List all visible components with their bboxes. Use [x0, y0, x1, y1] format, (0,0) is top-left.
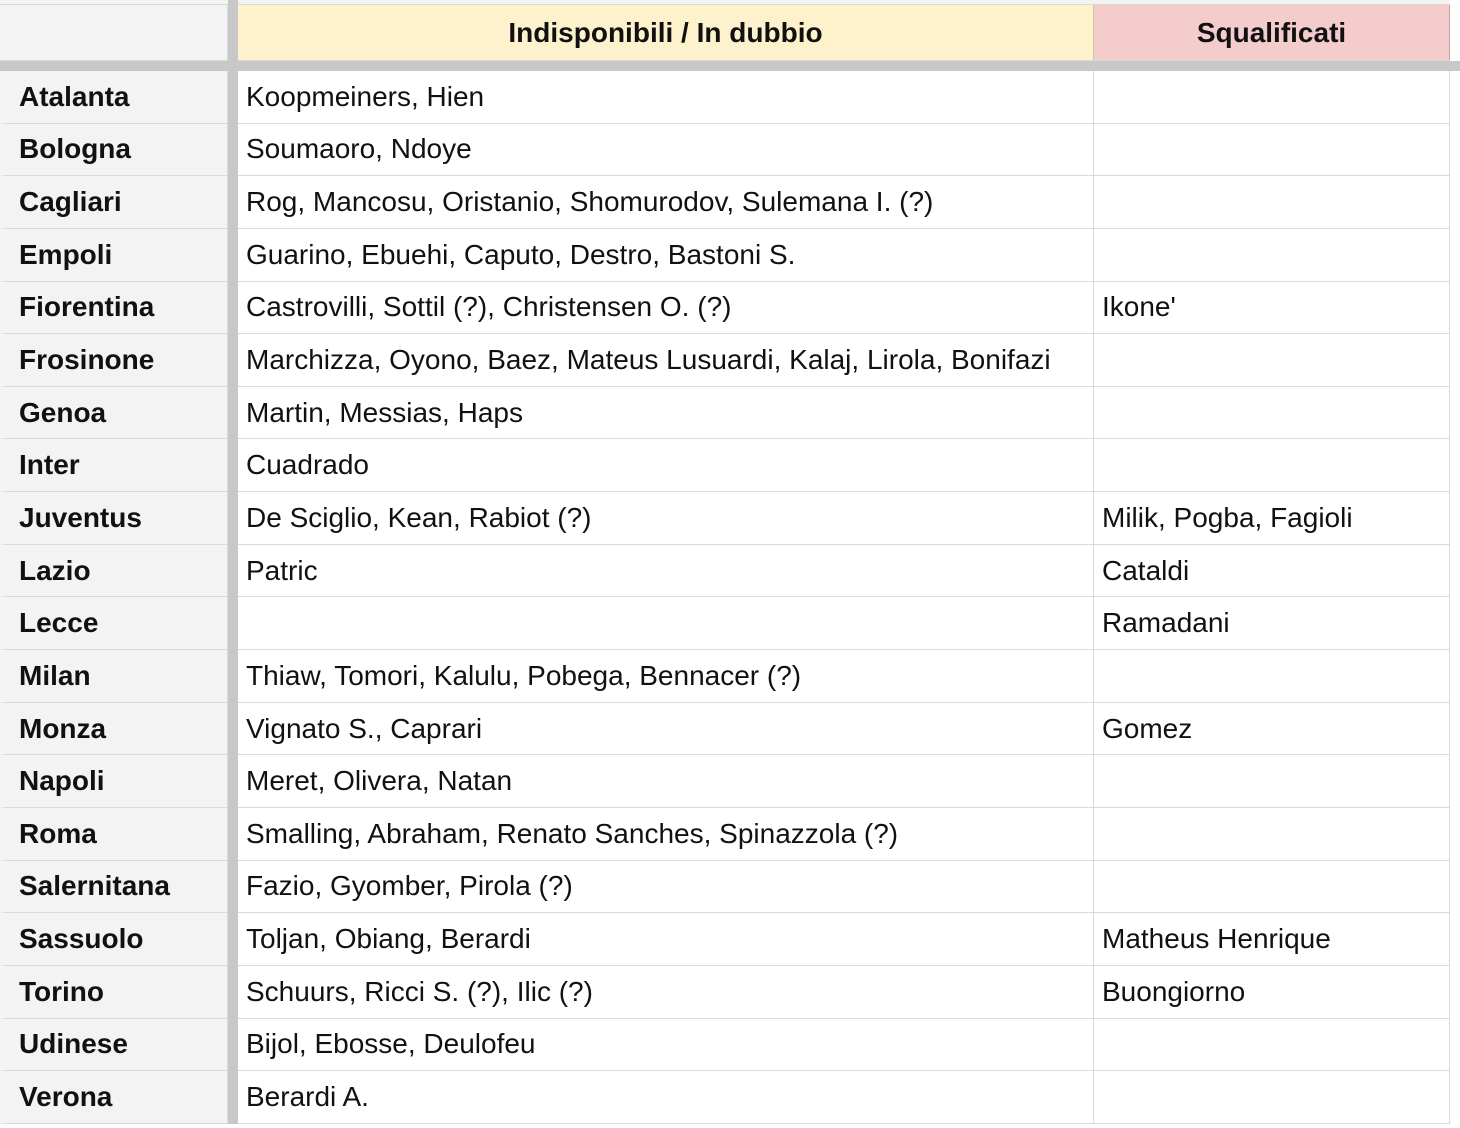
- frozen-row-divider[interactable]: [238, 61, 1094, 71]
- frozen-column-divider[interactable]: [228, 124, 238, 177]
- unavailable-players-cell[interactable]: Fazio, Gyomber, Pirola (?): [238, 861, 1094, 914]
- team-name-cell[interactable]: Juventus: [0, 492, 228, 545]
- unavailable-players-cell[interactable]: Patric: [238, 545, 1094, 598]
- right-edge: [1450, 1071, 1460, 1124]
- frozen-column-divider[interactable]: [228, 913, 238, 966]
- unavailable-players-cell[interactable]: Guarino, Ebuehi, Caputo, Destro, Bastoni S.: [238, 229, 1094, 282]
- suspended-players-cell[interactable]: [1094, 387, 1450, 440]
- team-name-cell[interactable]: Torino: [0, 966, 228, 1019]
- right-edge: [1450, 71, 1460, 124]
- team-name-cell[interactable]: Sassuolo: [0, 913, 228, 966]
- frozen-column-divider[interactable]: [228, 71, 238, 124]
- unavailable-players-cell[interactable]: Vignato S., Caprari: [238, 703, 1094, 756]
- unavailable-players-cell[interactable]: Marchizza, Oyono, Baez, Mateus Lusuardi, Kalaj, Lirola, Bonifazi: [238, 334, 1094, 387]
- frozen-column-divider[interactable]: [228, 808, 238, 861]
- frozen-column-divider[interactable]: [228, 703, 238, 756]
- right-edge: [1450, 334, 1460, 387]
- frozen-column-divider[interactable]: [228, 597, 238, 650]
- unavailable-players-cell[interactable]: De Sciglio, Kean, Rabiot (?): [238, 492, 1094, 545]
- unavailable-players-cell[interactable]: Koopmeiners, Hien: [238, 71, 1094, 124]
- team-name-cell[interactable]: Frosinone: [0, 334, 228, 387]
- unavailable-players-cell[interactable]: Rog, Mancosu, Oristanio, Shomurodov, Sulemana I. (?): [238, 176, 1094, 229]
- team-name-cell[interactable]: Empoli: [0, 229, 228, 282]
- team-name-cell[interactable]: Udinese: [0, 1019, 228, 1072]
- unavailable-players-cell[interactable]: Smalling, Abraham, Renato Sanches, Spinazzola (?): [238, 808, 1094, 861]
- frozen-column-divider[interactable]: [228, 861, 238, 914]
- frozen-column-divider[interactable]: [228, 439, 238, 492]
- frozen-column-divider[interactable]: [228, 650, 238, 703]
- team-name-cell[interactable]: Bologna: [0, 124, 228, 177]
- frozen-column-divider[interactable]: [228, 545, 238, 598]
- frozen-column-divider[interactable]: [228, 1071, 238, 1124]
- team-name-cell[interactable]: Fiorentina: [0, 282, 228, 335]
- team-name-cell[interactable]: Genoa: [0, 387, 228, 440]
- suspended-players-cell[interactable]: [1094, 124, 1450, 177]
- unavailable-players-cell[interactable]: [238, 597, 1094, 650]
- frozen-row-divider[interactable]: [1450, 61, 1460, 71]
- suspended-players-cell[interactable]: [1094, 755, 1450, 808]
- suspended-players-cell[interactable]: Gomez: [1094, 703, 1450, 756]
- suspended-players-cell[interactable]: Buongiorno: [1094, 966, 1450, 1019]
- header-cell-unavailable[interactable]: Indisponibili / In dubbio: [238, 5, 1094, 61]
- right-edge: [1450, 808, 1460, 861]
- suspended-players-cell[interactable]: Milik, Pogba, Fagioli: [1094, 492, 1450, 545]
- right-edge: [1450, 597, 1460, 650]
- team-name-cell[interactable]: Monza: [0, 703, 228, 756]
- team-name-cell[interactable]: Inter: [0, 439, 228, 492]
- frozen-row-divider[interactable]: [0, 61, 228, 71]
- suspended-players-cell[interactable]: [1094, 1071, 1450, 1124]
- right-edge: [1450, 5, 1460, 61]
- suspended-players-cell[interactable]: [1094, 229, 1450, 282]
- right-edge: [1450, 439, 1460, 492]
- suspended-players-cell[interactable]: [1094, 650, 1450, 703]
- unavailable-players-cell[interactable]: Schuurs, Ricci S. (?), Ilic (?): [238, 966, 1094, 1019]
- unavailable-players-cell[interactable]: Cuadrado: [238, 439, 1094, 492]
- team-name-cell[interactable]: Lazio: [0, 545, 228, 598]
- suspended-players-cell[interactable]: [1094, 808, 1450, 861]
- suspended-players-cell[interactable]: Ramadani: [1094, 597, 1450, 650]
- suspended-players-cell[interactable]: [1094, 439, 1450, 492]
- frozen-column-divider[interactable]: [228, 229, 238, 282]
- team-name-cell[interactable]: Roma: [0, 808, 228, 861]
- unavailable-players-cell[interactable]: Meret, Olivera, Natan: [238, 755, 1094, 808]
- team-name-cell[interactable]: Milan: [0, 650, 228, 703]
- suspended-players-cell[interactable]: [1094, 1019, 1450, 1072]
- frozen-column-divider[interactable]: [228, 282, 238, 335]
- unavailable-players-cell[interactable]: Castrovilli, Sottil (?), Christensen O. (?): [238, 282, 1094, 335]
- team-name-cell[interactable]: Napoli: [0, 755, 228, 808]
- frozen-column-divider[interactable]: [228, 5, 238, 61]
- unavailable-players-cell[interactable]: Soumaoro, Ndoye: [238, 124, 1094, 177]
- right-edge: [1450, 387, 1460, 440]
- right-edge: [1450, 492, 1460, 545]
- right-edge: [1450, 861, 1460, 914]
- suspended-players-cell[interactable]: Ikone': [1094, 282, 1450, 335]
- unavailable-players-cell[interactable]: Thiaw, Tomori, Kalulu, Pobega, Bennacer (?): [238, 650, 1094, 703]
- right-edge: [1450, 124, 1460, 177]
- suspended-players-cell[interactable]: [1094, 71, 1450, 124]
- unavailable-players-cell[interactable]: Berardi A.: [238, 1071, 1094, 1124]
- right-edge: [1450, 703, 1460, 756]
- frozen-column-divider[interactable]: [228, 1019, 238, 1072]
- right-edge: [1450, 229, 1460, 282]
- right-edge: [1450, 650, 1460, 703]
- right-edge: [1450, 1019, 1460, 1072]
- right-edge: [1450, 755, 1460, 808]
- suspended-players-cell[interactable]: Matheus Henrique: [1094, 913, 1450, 966]
- frozen-column-divider[interactable]: [228, 176, 238, 229]
- team-name-cell[interactable]: Verona: [0, 1071, 228, 1124]
- right-edge: [1450, 913, 1460, 966]
- header-corner-cell[interactable]: [0, 5, 228, 61]
- frozen-row-divider[interactable]: [228, 61, 238, 71]
- frozen-row-divider[interactable]: [1094, 61, 1450, 71]
- frozen-column-divider[interactable]: [228, 387, 238, 440]
- right-edge: [1450, 282, 1460, 335]
- team-name-cell[interactable]: Atalanta: [0, 71, 228, 124]
- header-cell-suspended[interactable]: Squalificati: [1094, 5, 1450, 61]
- frozen-column-divider[interactable]: [228, 966, 238, 1019]
- right-edge: [1450, 545, 1460, 598]
- unavailable-players-cell[interactable]: Bijol, Ebosse, Deulofeu: [238, 1019, 1094, 1072]
- unavailable-players-cell[interactable]: Toljan, Obiang, Berardi: [238, 913, 1094, 966]
- team-name-cell[interactable]: Cagliari: [0, 176, 228, 229]
- frozen-column-divider[interactable]: [228, 755, 238, 808]
- suspended-players-cell[interactable]: [1094, 176, 1450, 229]
- right-edge: [1450, 176, 1460, 229]
- suspended-players-cell[interactable]: [1094, 334, 1450, 387]
- suspended-players-cell[interactable]: Cataldi: [1094, 545, 1450, 598]
- frozen-column-divider[interactable]: [228, 334, 238, 387]
- frozen-column-divider[interactable]: [228, 492, 238, 545]
- right-edge: [1450, 966, 1460, 1019]
- suspended-players-cell[interactable]: [1094, 861, 1450, 914]
- team-name-cell[interactable]: Lecce: [0, 597, 228, 650]
- unavailable-players-cell[interactable]: Martin, Messias, Haps: [238, 387, 1094, 440]
- team-name-cell[interactable]: Salernitana: [0, 861, 228, 914]
